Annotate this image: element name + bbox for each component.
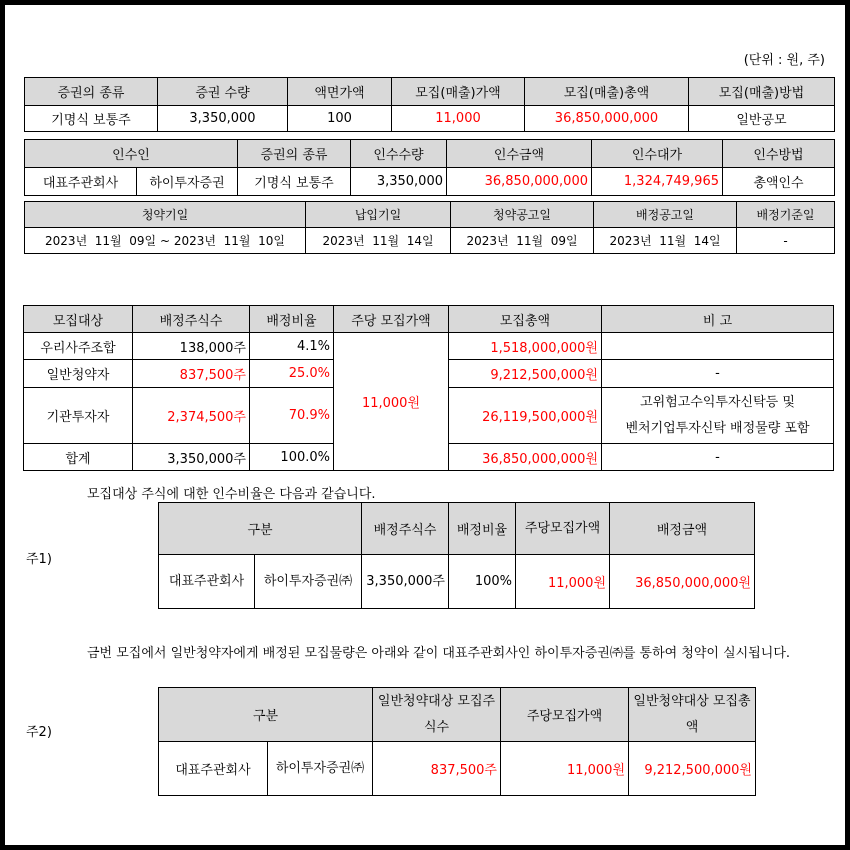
header-allotted-shares: 배정주식수 bbox=[133, 306, 250, 333]
cell-offer-method: 일반공모 bbox=[689, 106, 835, 132]
cell-underwrite-amount: 36,850,000,000 bbox=[447, 168, 592, 196]
cell-subscription-date: 2023년 11월 09일 ~ 2023년 11월 10일 bbox=[25, 228, 306, 254]
header-subscription-notice-date: 청약공고일 bbox=[451, 202, 594, 228]
header-category: 구분 bbox=[159, 688, 373, 742]
header-allotment-amount: 배정금액 bbox=[610, 503, 755, 555]
header-retail-shares: 일반청약대상 모집주식수 bbox=[373, 688, 501, 742]
header-category: 구분 bbox=[159, 503, 362, 555]
cell-target: 일반청약자 bbox=[24, 360, 133, 388]
note1-label: 주1) bbox=[26, 552, 52, 567]
note2-label: 주2) bbox=[26, 725, 52, 740]
cell-role: 대표주관회사 bbox=[159, 742, 268, 796]
header-remarks: 비 고 bbox=[602, 306, 834, 333]
cell-total: 9,212,500,000원 bbox=[629, 742, 756, 796]
header-allotted-shares: 배정주식수 bbox=[362, 503, 449, 555]
header-allotment-record-date: 배정기준일 bbox=[737, 202, 835, 228]
header-underwrite-fee: 인수대가 bbox=[592, 140, 723, 168]
cell-remarks: - bbox=[602, 444, 834, 471]
header-underwriter: 인수인 bbox=[25, 140, 238, 168]
cell-payment-date: 2023년 11월 14일 bbox=[306, 228, 451, 254]
note2-text: 금번 모집에서 일반청약자에게 배정된 모집물량은 아래와 같이 대표주관회사인 하이투자증권㈜를 통하여 청약이 실시됩니다. bbox=[87, 646, 791, 661]
header-retail-total: 일반청약대상 모집총액 bbox=[629, 688, 756, 742]
cell-shares: 837,500주 bbox=[373, 742, 501, 796]
cell-allotment-record-date: - bbox=[737, 228, 835, 254]
allotment-table bbox=[23, 305, 834, 471]
cell-offer-price: 11,000 bbox=[392, 106, 525, 132]
underwriting-ratio-table bbox=[158, 502, 755, 609]
header-underwrite-amount: 인수금액 bbox=[447, 140, 592, 168]
cell-underwrite-fee: 1,324,749,965 bbox=[592, 168, 723, 196]
cell-underwriter-name: 하이투자증권 bbox=[137, 168, 238, 196]
remarks-line: 벤처기업투자신탁 배정물량 포함 bbox=[625, 420, 810, 436]
retail-subscription-table bbox=[158, 687, 756, 796]
header-security-type: 증권의 종류 bbox=[25, 78, 158, 106]
document-page bbox=[5, 5, 845, 845]
cell-underwriter: 하이투자증권㈜ bbox=[268, 742, 373, 796]
header-price-per-share: 주당 모집가액 bbox=[334, 306, 449, 333]
cell-target: 우리사주조합 bbox=[24, 333, 133, 360]
cell-remarks: - bbox=[602, 360, 834, 388]
cell-total: 9,212,500,000원 bbox=[449, 360, 602, 388]
header-target: 모집대상 bbox=[24, 306, 133, 333]
header-subscription-date: 청약기일 bbox=[25, 202, 306, 228]
cell-allotment-notice-date: 2023년 11월 14일 bbox=[594, 228, 737, 254]
header-offer-price: 모집(매출)가액 bbox=[392, 78, 525, 106]
header-total-amount: 모집총액 bbox=[449, 306, 602, 333]
cell-underwrite-qty: 3,350,000 bbox=[351, 168, 447, 196]
cell-price: 11,000원 bbox=[516, 555, 610, 609]
cell-underwriter: 하이투자증권㈜ bbox=[255, 555, 362, 609]
cell-shares: 138,000주 bbox=[133, 333, 250, 360]
header-par-value: 액면가액 bbox=[288, 78, 392, 106]
cell-ratio: 70.9% bbox=[250, 388, 334, 444]
cell-ratio: 25.0% bbox=[250, 360, 334, 388]
cell-amount: 36,850,000,000원 bbox=[610, 555, 755, 609]
note1-text: 모집대상 주식에 대한 인수비율은 다음과 같습니다. bbox=[87, 487, 376, 502]
cell-ratio: 4.1% bbox=[250, 333, 334, 360]
cell-subscription-notice-date: 2023년 11월 09일 bbox=[451, 228, 594, 254]
header-payment-date: 납입기일 bbox=[306, 202, 451, 228]
cell-ratio: 100% bbox=[449, 555, 516, 609]
cell-remarks bbox=[602, 333, 834, 360]
cell-security-type: 기명식 보통주 bbox=[238, 168, 351, 196]
cell-shares: 3,350,000주 bbox=[362, 555, 449, 609]
header-price-per-share: 주당모집가액 bbox=[501, 688, 629, 742]
header-quantity: 증권 수량 bbox=[158, 78, 288, 106]
header-offer-total: 모집(매출)총액 bbox=[525, 78, 689, 106]
cell-shares: 3,350,000주 bbox=[133, 444, 250, 471]
cell-par-value: 100 bbox=[288, 106, 392, 132]
header-allotment-ratio: 배정비율 bbox=[449, 503, 516, 555]
header-underwrite-method: 인수방법 bbox=[723, 140, 835, 168]
cell-target: 기관투자자 bbox=[24, 388, 133, 444]
header-offer-method: 모집(매출)방법 bbox=[689, 78, 835, 106]
cell-price-per-share: 11,000원 bbox=[334, 333, 449, 471]
securities-table bbox=[24, 77, 835, 132]
cell-quantity: 3,350,000 bbox=[158, 106, 288, 132]
cell-underwrite-method: 총액인수 bbox=[723, 168, 835, 196]
header-price-per-share: 주당모집가액 bbox=[516, 503, 610, 555]
header-allotment-ratio: 배정비율 bbox=[250, 306, 334, 333]
underwriter-table bbox=[24, 139, 835, 196]
header-security-type: 증권의 종류 bbox=[238, 140, 351, 168]
cell-total: 26,119,500,000원 bbox=[449, 388, 602, 444]
cell-offer-total: 36,850,000,000 bbox=[525, 106, 689, 132]
cell-ratio: 100.0% bbox=[250, 444, 334, 471]
cell-total: 36,850,000,000원 bbox=[449, 444, 602, 471]
table-row bbox=[24, 333, 834, 360]
schedule-table bbox=[24, 201, 835, 254]
cell-shares: 837,500주 bbox=[133, 360, 250, 388]
cell-price: 11,000원 bbox=[501, 742, 629, 796]
cell-shares: 2,374,500주 bbox=[133, 388, 250, 444]
cell-target: 합계 bbox=[24, 444, 133, 471]
cell-role: 대표주관회사 bbox=[159, 555, 255, 609]
remarks-line: 고위험고수익투자신탁등 및 bbox=[640, 394, 795, 410]
cell-remarks bbox=[602, 388, 834, 444]
cell-security-type: 기명식 보통주 bbox=[25, 106, 158, 132]
header-allotment-notice-date: 배정공고일 bbox=[594, 202, 737, 228]
unit-label: (단위 : 원, 주) bbox=[743, 53, 825, 68]
header-underwrite-qty: 인수수량 bbox=[351, 140, 447, 168]
cell-total: 1,518,000,000원 bbox=[449, 333, 602, 360]
cell-underwriter-role: 대표주관회사 bbox=[25, 168, 137, 196]
